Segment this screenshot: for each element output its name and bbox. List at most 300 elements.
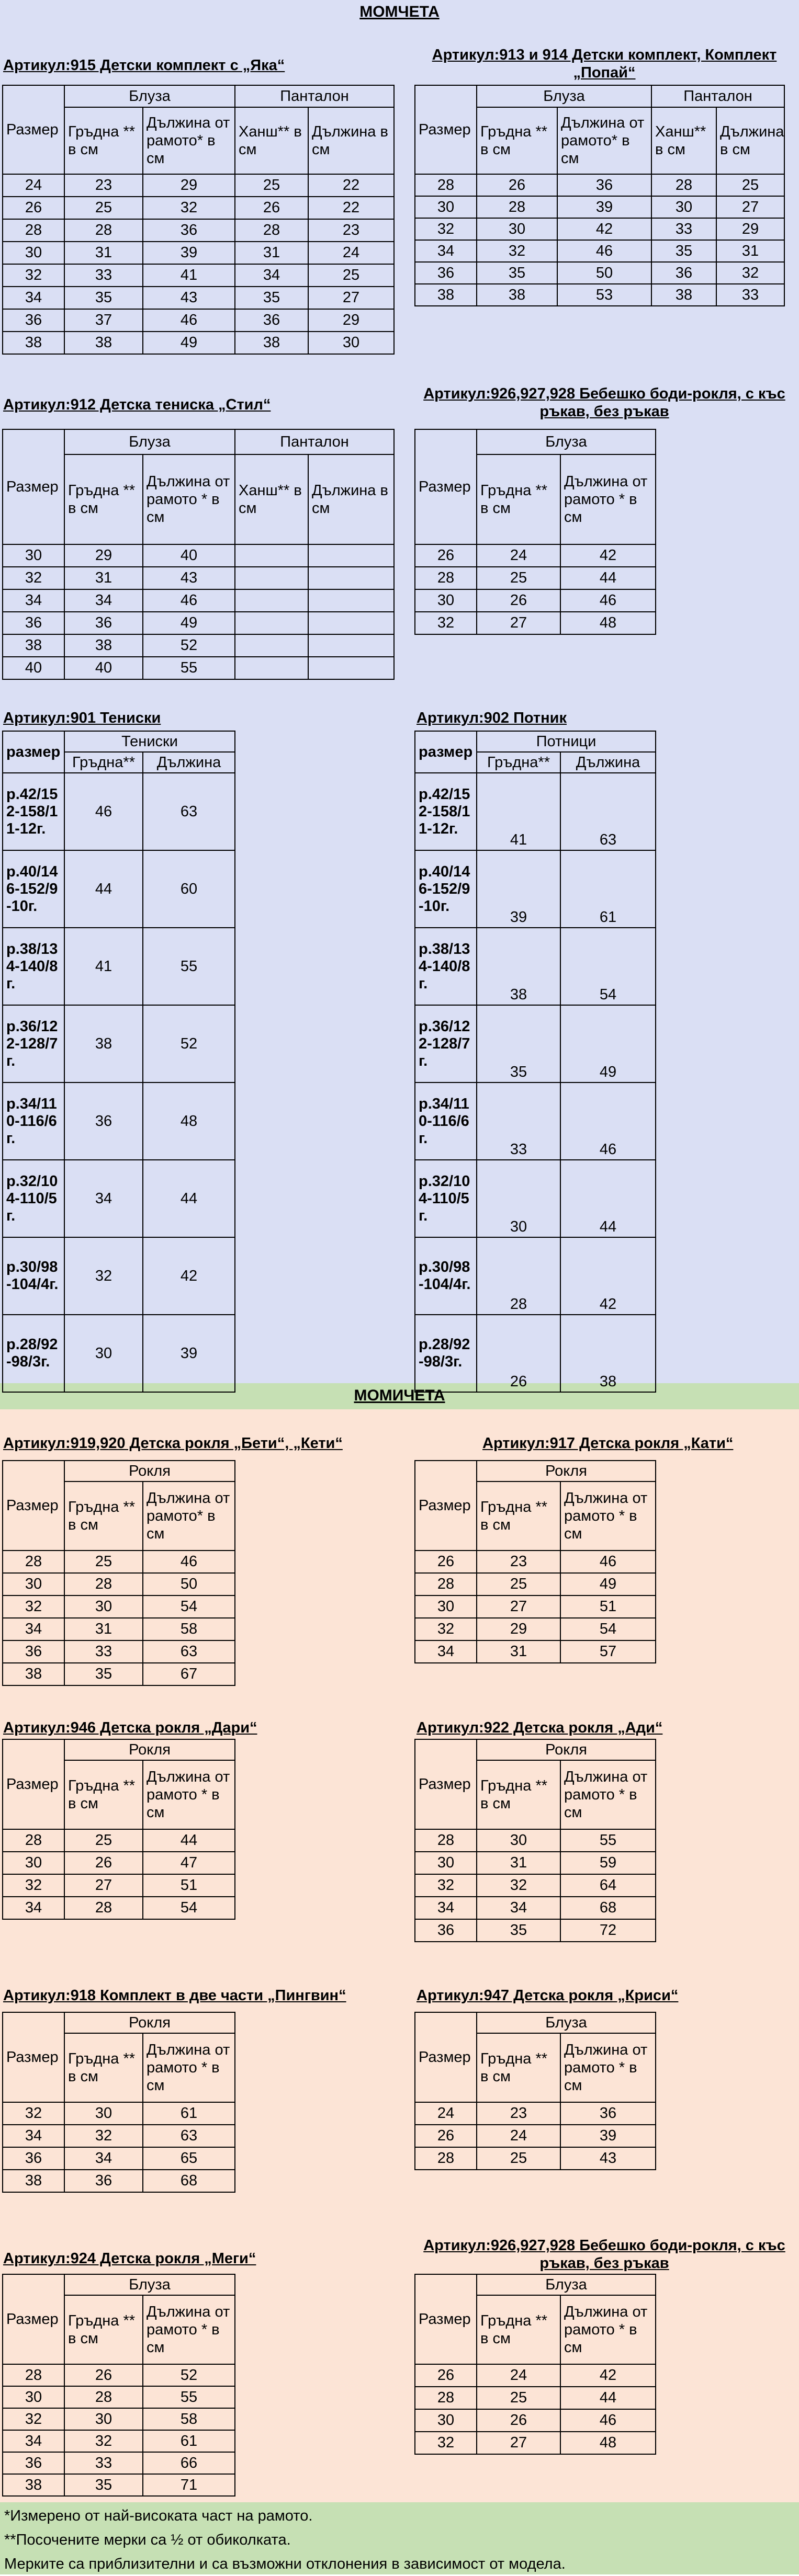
value-cell: 28 — [235, 219, 308, 242]
value-cell: 22 — [308, 197, 394, 219]
chest-header: Гръдна ** в см — [477, 1760, 560, 1829]
table-row — [415, 2409, 656, 2432]
size-cell: 34 — [3, 2430, 64, 2452]
value-cell — [308, 612, 394, 634]
value-cell: 35 — [235, 287, 308, 309]
article-919-title: Артикул:919,920 Детска рокля „Бети“, „Кети“ — [3, 1435, 343, 1452]
tshirts-header: Тениски — [64, 731, 235, 752]
table-row — [415, 1829, 656, 1852]
length-header: Дължина от рамото * в см — [560, 1760, 656, 1829]
value-cell: 43 — [560, 2147, 656, 2170]
size-cell: 32 — [415, 1618, 477, 1640]
article-902-table — [414, 731, 656, 1393]
note-half-circumference: **Посочените мерки са ½ от обиколката. — [4, 2532, 291, 2548]
value-cell: 32 — [143, 197, 235, 219]
length-header: Дължина в см — [308, 107, 394, 174]
value-cell: 65 — [143, 2147, 235, 2170]
table-row — [3, 1874, 235, 1897]
table-row — [3, 589, 394, 612]
value-cell: 38 — [64, 332, 143, 354]
value-cell: 39 — [477, 850, 560, 928]
value-cell: 46 — [64, 773, 143, 850]
value-cell: 46 — [557, 240, 651, 262]
value-cell: 35 — [651, 240, 716, 262]
pants-header: Панталон — [235, 429, 394, 454]
table-row — [3, 634, 394, 657]
value-cell: 52 — [143, 634, 235, 657]
dress-header: Рокля — [477, 1739, 656, 1760]
table-row — [3, 1237, 235, 1315]
value-cell — [235, 544, 308, 567]
size-cell: р.28/92-98/3г. — [415, 1315, 477, 1392]
value-cell: 66 — [143, 2452, 235, 2474]
table-row — [3, 1315, 235, 1392]
value-cell: 27 — [477, 612, 560, 634]
size-cell: 34 — [3, 2125, 64, 2147]
tanks-header: Потници — [477, 731, 656, 752]
size-cell: 32 — [415, 1874, 477, 1897]
size-cell: 36 — [415, 1919, 477, 1942]
size-cell: р.34/110-116/6г. — [3, 1082, 64, 1160]
value-cell: 55 — [143, 657, 235, 679]
value-cell: 26 — [64, 2364, 143, 2386]
length-header: Дължина в см — [308, 454, 394, 544]
value-cell: 42 — [560, 2364, 656, 2387]
value-cell: 30 — [64, 2408, 143, 2430]
value-cell: 27 — [308, 287, 394, 309]
size-cell: 26 — [415, 2125, 477, 2147]
value-cell: 42 — [143, 1237, 235, 1315]
value-cell: 49 — [143, 332, 235, 354]
value-cell: 30 — [308, 332, 394, 354]
size-cell: р.40/146-152/9-10г. — [415, 850, 477, 928]
length-header: Дължина от рамото * в см — [143, 2033, 235, 2102]
table-row — [3, 1595, 235, 1618]
table-row — [3, 1829, 235, 1852]
value-cell: 61 — [143, 2430, 235, 2452]
value-cell: 31 — [477, 1852, 560, 1874]
table-row — [3, 2170, 235, 2192]
value-cell: 25 — [477, 2147, 560, 2170]
value-cell: 22 — [308, 174, 394, 197]
value-cell: 44 — [560, 567, 656, 589]
size-cell: р.42/152-158/11-12г. — [415, 773, 477, 850]
length-header: Дължина — [143, 752, 235, 773]
table-row — [415, 1082, 656, 1160]
table-row — [415, 928, 656, 1005]
table-row — [3, 1640, 235, 1663]
table-row — [3, 1618, 235, 1640]
value-cell: 49 — [560, 1573, 656, 1595]
table-row — [3, 2452, 235, 2474]
length-header: Дължина в см — [716, 107, 784, 174]
table-row — [415, 773, 656, 850]
value-cell: 24 — [477, 2364, 560, 2387]
table-row — [415, 196, 784, 218]
size-header: размер — [3, 731, 64, 773]
size-cell: 38 — [3, 2474, 64, 2496]
chest-header: Гръдна** — [64, 752, 143, 773]
value-cell: 24 — [477, 2125, 560, 2147]
value-cell: 54 — [560, 1618, 656, 1640]
value-cell: 36 — [651, 262, 716, 284]
length-header: Дължина от рамото * в см — [143, 1760, 235, 1829]
value-cell: 25 — [64, 197, 143, 219]
value-cell: 30 — [64, 2102, 143, 2125]
value-cell: 36 — [235, 309, 308, 332]
size-cell: 26 — [3, 197, 64, 219]
value-cell: 23 — [64, 174, 143, 197]
value-cell: 31 — [64, 242, 143, 264]
article-926-table — [414, 429, 656, 635]
value-cell: 27 — [716, 196, 784, 218]
size-cell: 32 — [3, 567, 64, 589]
value-cell: 68 — [560, 1897, 656, 1919]
size-cell: 32 — [3, 264, 64, 287]
table-row — [3, 1160, 235, 1237]
value-cell: 42 — [560, 544, 656, 567]
chest-header: Гръдна ** в см — [477, 107, 557, 174]
value-cell: 41 — [143, 264, 235, 287]
article-917-title: Артикул:917 Детска рокля „Кати“ — [482, 1435, 734, 1452]
size-cell: 34 — [415, 240, 477, 262]
size-cell: 28 — [415, 2147, 477, 2170]
value-cell: 28 — [64, 2386, 143, 2408]
value-cell — [308, 567, 394, 589]
value-cell: 39 — [143, 1315, 235, 1392]
size-cell: 34 — [3, 1897, 64, 1919]
chest-header: Гръдна ** в см — [64, 107, 143, 174]
dress-header: Рокля — [64, 2012, 235, 2033]
article-947-table — [414, 2012, 656, 2170]
value-cell — [308, 544, 394, 567]
notes — [4, 2504, 566, 2576]
size-cell: 38 — [3, 2170, 64, 2192]
size-cell: р.32/104-110/5г. — [415, 1160, 477, 1237]
value-cell: 42 — [560, 1237, 656, 1315]
size-cell: р.30/98-104/4г. — [3, 1237, 64, 1315]
value-cell: 30 — [64, 1595, 143, 1618]
inseam-header: Ханш** в см — [651, 107, 716, 174]
size-header: Размер — [3, 429, 64, 544]
value-cell: 30 — [64, 1315, 143, 1392]
article-902-title: Артикул:902 Потник — [417, 710, 567, 726]
inseam-header: Ханш** в см — [235, 107, 308, 174]
value-cell: 54 — [143, 1595, 235, 1618]
table-row — [415, 1315, 656, 1392]
size-cell: 36 — [3, 1640, 64, 1663]
size-cell: 36 — [3, 612, 64, 634]
value-cell: 31 — [716, 240, 784, 262]
value-cell: 25 — [64, 1551, 143, 1573]
size-cell: 30 — [415, 589, 477, 612]
value-cell: 25 — [716, 174, 784, 196]
table-row — [415, 1919, 656, 1942]
table-row — [3, 2430, 235, 2452]
value-cell: 46 — [560, 1082, 656, 1160]
size-header: Размер — [415, 1739, 477, 1829]
size-cell: р.34/110-116/6г. — [415, 1082, 477, 1160]
boys-section-title: МОМЧЕТА — [359, 3, 440, 20]
size-header: Размер — [3, 2012, 64, 2102]
article-946-title: Артикул:946 Детска рокля „Дари“ — [3, 1719, 257, 1736]
article-915-title: Артикул:915 Детски комплект с „Яка“ — [3, 57, 285, 74]
value-cell: 39 — [143, 242, 235, 264]
blouse-header: Блуза — [477, 2274, 656, 2295]
size-cell: 28 — [415, 1829, 477, 1852]
table-row — [415, 1573, 656, 1595]
value-cell: 43 — [143, 567, 235, 589]
value-cell: 30 — [651, 196, 716, 218]
value-cell: 35 — [477, 1005, 560, 1082]
table-row — [3, 2102, 235, 2125]
table-row — [415, 284, 784, 306]
value-cell: 38 — [477, 284, 557, 306]
size-cell: 28 — [3, 2364, 64, 2386]
table-row — [3, 264, 394, 287]
value-cell: 31 — [64, 1618, 143, 1640]
size-cell: 28 — [3, 219, 64, 242]
value-cell: 25 — [64, 1829, 143, 1852]
size-cell: 32 — [3, 1595, 64, 1618]
size-header: Размер — [3, 2274, 64, 2364]
table-row — [3, 567, 394, 589]
value-cell: 63 — [560, 773, 656, 850]
size-cell: р.42/152-158/11-12г. — [3, 773, 64, 850]
article-947-title: Артикул:947 Детска рокля „Криси“ — [417, 1987, 679, 2004]
table-row — [415, 2387, 656, 2409]
size-cell: 30 — [3, 2386, 64, 2408]
value-cell: 50 — [143, 1573, 235, 1595]
table-row — [415, 2147, 656, 2170]
chest-header: Гръдна** — [477, 752, 560, 773]
value-cell: 28 — [64, 1897, 143, 1919]
size-header: Размер — [415, 429, 477, 544]
value-cell: 72 — [560, 1919, 656, 1942]
value-cell: 61 — [560, 850, 656, 928]
value-cell: 31 — [477, 1640, 560, 1663]
size-cell: р.38/134-140/8г. — [3, 928, 64, 1005]
table-row — [3, 2364, 235, 2386]
article-917-table — [414, 1460, 656, 1663]
table-row — [415, 567, 656, 589]
value-cell: 29 — [308, 309, 394, 332]
size-cell: 30 — [415, 2409, 477, 2432]
value-cell: 46 — [560, 1551, 656, 1573]
value-cell: 38 — [64, 1005, 143, 1082]
value-cell: 59 — [560, 1852, 656, 1874]
note-approximate: Мерките са приблизителни и са възможни отклонения в зависимост от модела. — [4, 2556, 566, 2572]
table-row — [3, 2147, 235, 2170]
table-row — [3, 2474, 235, 2496]
pants-header: Панталон — [651, 85, 784, 107]
size-cell: 36 — [3, 2147, 64, 2170]
value-cell: 25 — [235, 174, 308, 197]
table-row — [3, 1897, 235, 1919]
size-header: Размер — [415, 2274, 477, 2364]
size-cell: 30 — [3, 1573, 64, 1595]
value-cell: 36 — [557, 174, 651, 196]
size-cell: р.36/122-128/7г. — [415, 1005, 477, 1082]
article-919-table — [2, 1460, 235, 1686]
value-cell: 63 — [143, 773, 235, 850]
article-901-table — [2, 731, 235, 1393]
value-cell: 44 — [560, 2387, 656, 2409]
value-cell: 28 — [477, 196, 557, 218]
table-row — [3, 242, 394, 264]
value-cell: 33 — [651, 218, 716, 240]
article-924-title: Артикул:924 Детска рокля „Меги“ — [3, 2250, 256, 2267]
value-cell: 35 — [64, 287, 143, 309]
table-row — [415, 589, 656, 612]
chest-header: Гръдна ** в см — [64, 2295, 143, 2364]
value-cell: 36 — [64, 1082, 143, 1160]
value-cell: 32 — [64, 2125, 143, 2147]
table-row — [415, 1618, 656, 1640]
article-912-title: Артикул:912 Детска тениска „Стил“ — [3, 396, 271, 413]
table-row — [3, 219, 394, 242]
value-cell: 36 — [560, 2102, 656, 2125]
pants-header: Панталон — [235, 85, 394, 107]
value-cell: 34 — [235, 264, 308, 287]
value-cell: 49 — [143, 612, 235, 634]
value-cell: 24 — [477, 544, 560, 567]
article-901-title: Артикул:901 Тениски — [3, 710, 161, 726]
table-row — [415, 174, 784, 196]
value-cell: 55 — [143, 928, 235, 1005]
chest-header: Гръдна ** в см — [64, 2033, 143, 2102]
value-cell — [235, 589, 308, 612]
table-row — [3, 2125, 235, 2147]
value-cell: 63 — [143, 2125, 235, 2147]
size-cell: 36 — [3, 309, 64, 332]
value-cell: 38 — [64, 634, 143, 657]
blouse-header: Блуза — [477, 85, 651, 107]
article-912-table — [2, 429, 395, 680]
value-cell: 23 — [308, 219, 394, 242]
table-row — [415, 1160, 656, 1237]
size-cell: 36 — [415, 262, 477, 284]
blouse-header: Блуза — [477, 429, 656, 454]
value-cell: 28 — [64, 219, 143, 242]
table-row — [3, 850, 235, 928]
value-cell — [308, 589, 394, 612]
value-cell: 28 — [64, 1573, 143, 1595]
value-cell: 31 — [235, 242, 308, 264]
value-cell: 44 — [143, 1160, 235, 1237]
chest-header: Гръдна ** в см — [64, 1760, 143, 1829]
table-row — [3, 332, 394, 354]
value-cell: 41 — [477, 773, 560, 850]
value-cell: 48 — [143, 1082, 235, 1160]
size-cell: 30 — [415, 196, 477, 218]
value-cell: 44 — [64, 850, 143, 928]
dress-header: Рокля — [64, 1461, 235, 1481]
table-row — [3, 612, 394, 634]
article-924-table — [2, 2274, 235, 2497]
table-row — [3, 1663, 235, 1685]
length-header: Дължина от рамото* в см — [557, 107, 651, 174]
value-cell: 32 — [477, 240, 557, 262]
table-row — [415, 1897, 656, 1919]
value-cell: 44 — [143, 1829, 235, 1852]
table-row — [415, 240, 784, 262]
value-cell: 38 — [651, 284, 716, 306]
value-cell: 40 — [64, 657, 143, 679]
value-cell — [235, 567, 308, 589]
value-cell: 44 — [560, 1160, 656, 1237]
value-cell: 54 — [560, 928, 656, 1005]
size-cell: 28 — [415, 567, 477, 589]
value-cell: 40 — [143, 544, 235, 567]
value-cell: 36 — [64, 612, 143, 634]
article-915-table — [2, 85, 395, 355]
value-cell: 39 — [560, 2125, 656, 2147]
size-cell: 32 — [415, 612, 477, 634]
value-cell: 35 — [477, 1919, 560, 1942]
value-cell: 23 — [477, 1551, 560, 1573]
table-row — [415, 1874, 656, 1897]
value-cell: 27 — [64, 1874, 143, 1897]
value-cell: 25 — [477, 1573, 560, 1595]
article-926b-table — [414, 2274, 656, 2455]
value-cell: 32 — [716, 262, 784, 284]
length-header: Дължина — [560, 752, 656, 773]
size-cell: 32 — [415, 2432, 477, 2454]
table-row — [415, 1551, 656, 1573]
blouse-header: Блуза — [64, 429, 235, 454]
value-cell: 29 — [477, 1618, 560, 1640]
value-cell: 58 — [143, 2408, 235, 2430]
value-cell: 27 — [477, 2432, 560, 2454]
size-cell: 34 — [415, 1640, 477, 1663]
chest-header: Гръдна ** в см — [477, 2295, 560, 2364]
size-header: Размер — [415, 1461, 477, 1551]
value-cell: 35 — [64, 2474, 143, 2496]
value-cell: 48 — [560, 2432, 656, 2454]
value-cell: 26 — [235, 197, 308, 219]
value-cell: 26 — [64, 1852, 143, 1874]
size-cell: 38 — [3, 1663, 64, 1685]
value-cell: 58 — [143, 1618, 235, 1640]
value-cell: 42 — [557, 218, 651, 240]
table-row — [415, 612, 656, 634]
value-cell: 46 — [143, 1551, 235, 1573]
chest-header: Гръдна ** в см — [64, 454, 143, 544]
length-header: Дължина от рамото* в см — [143, 107, 235, 174]
value-cell: 33 — [477, 1082, 560, 1160]
table-row — [415, 2432, 656, 2454]
value-cell: 68 — [143, 2170, 235, 2192]
value-cell: 32 — [64, 2430, 143, 2452]
value-cell: 28 — [651, 174, 716, 196]
chest-header: Гръдна ** в см — [477, 1481, 560, 1551]
value-cell: 43 — [143, 287, 235, 309]
table-row — [3, 1852, 235, 1874]
value-cell: 63 — [143, 1640, 235, 1663]
size-cell: 38 — [3, 332, 64, 354]
value-cell: 51 — [143, 1874, 235, 1897]
value-cell: 34 — [64, 2147, 143, 2170]
girls-section-title: МОМИЧЕТА — [354, 1387, 445, 1404]
value-cell: 32 — [64, 1237, 143, 1315]
value-cell: 50 — [557, 262, 651, 284]
value-cell: 33 — [64, 264, 143, 287]
value-cell: 34 — [64, 589, 143, 612]
size-cell: 34 — [3, 1618, 64, 1640]
size-header: Размер — [3, 1461, 64, 1551]
value-cell: 60 — [143, 850, 235, 928]
